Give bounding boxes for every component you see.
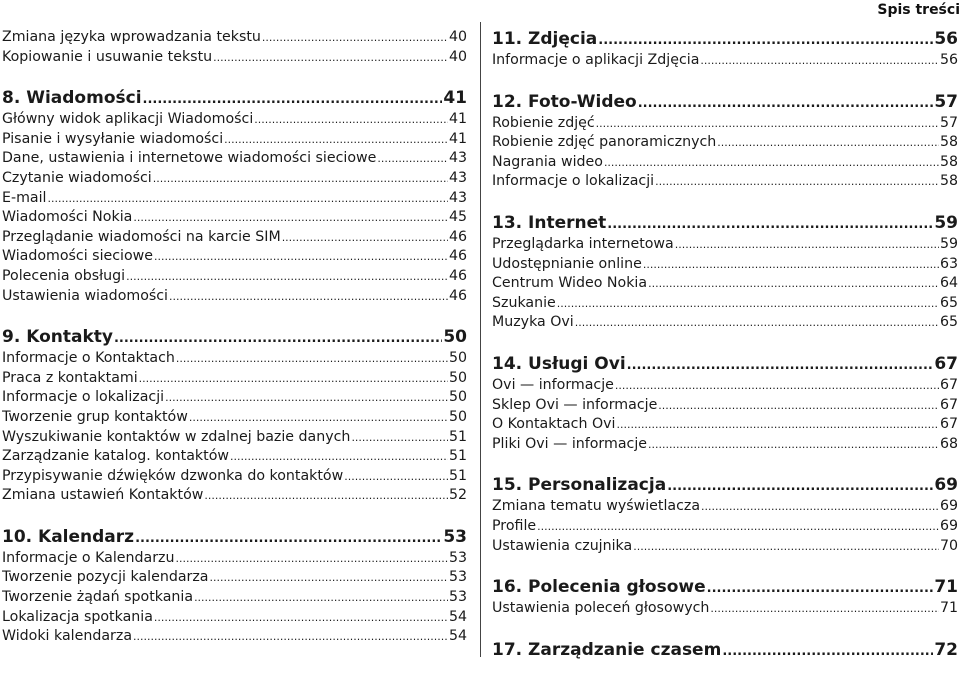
page-number: 50 — [448, 369, 467, 386]
entry-label: Informacje o lokalizacji — [492, 173, 655, 190]
dot-leader — [658, 396, 939, 416]
page-number: 51 — [448, 448, 467, 465]
dot-leader — [176, 549, 448, 569]
dot-leader — [377, 149, 448, 169]
toc-chapter-heading[interactable] — [492, 474, 958, 497]
page-number: 69 — [939, 517, 958, 534]
entry-label: Robienie zdjęć panoramicznych — [492, 134, 717, 151]
entry-label: Kopiowanie i usuwanie tekstu — [2, 48, 213, 65]
toc-chapter-heading[interactable] — [2, 526, 467, 549]
chapter-title: 15. Personalizacja — [492, 475, 667, 496]
entry-label: Szukanie — [492, 294, 556, 311]
toc-entry[interactable] — [492, 235, 958, 255]
entry-label: Wyszukiwanie kontaktów w zdalnej bazie danych — [2, 428, 351, 445]
page-number: 56 — [934, 29, 958, 49]
dot-leader — [169, 287, 448, 307]
chapter-section — [2, 326, 467, 506]
toc-chapter-heading[interactable] — [2, 87, 467, 110]
page-number: 65 — [939, 294, 958, 311]
page-number: 50 — [448, 350, 467, 367]
dot-leader — [667, 475, 933, 497]
toc-entry[interactable] — [2, 110, 467, 130]
dot-leader — [604, 153, 939, 173]
toc-entry[interactable] — [2, 549, 467, 569]
toc-entry[interactable] — [492, 396, 958, 416]
dot-leader — [254, 110, 448, 130]
page-number: 69 — [939, 498, 958, 515]
entry-label: Lokalizacja spotkania — [2, 608, 153, 625]
dot-leader — [282, 228, 448, 248]
toc-entry[interactable] — [2, 208, 467, 228]
entry-label: Tworzenie żądań spotkania — [2, 589, 194, 606]
page-number: 46 — [448, 248, 467, 265]
dot-leader — [204, 486, 448, 506]
chapter-section — [2, 526, 467, 647]
page-number: 67 — [939, 376, 958, 393]
dot-leader — [717, 133, 939, 153]
page-number: 53 — [448, 549, 467, 566]
toc-chapter-heading[interactable] — [492, 28, 958, 51]
chapter-section — [492, 353, 958, 454]
page-number: 43 — [448, 189, 467, 206]
page-number: 41 — [448, 111, 467, 128]
page-number: 71 — [934, 577, 958, 598]
page-number: 54 — [448, 628, 467, 645]
page-number: 45 — [448, 209, 467, 226]
dot-leader — [596, 114, 939, 134]
toc-entry[interactable] — [492, 114, 958, 134]
entry-label: Widoki kalendarza — [2, 628, 133, 645]
chapter-section — [492, 639, 958, 662]
entry-label: Pisanie i wysyłanie wiadomości — [2, 130, 224, 147]
toc-entry[interactable] — [492, 537, 958, 557]
continued-section — [2, 28, 467, 67]
entry-label: Ustawienia wiadomości — [2, 287, 169, 304]
page-number: 58 — [939, 153, 958, 170]
page-number: 43 — [448, 169, 467, 186]
page-number: 67 — [939, 416, 958, 433]
page-number: 53 — [448, 569, 467, 586]
entry-label: Ustawienia poleceń głosowych — [492, 600, 710, 617]
dot-leader — [176, 349, 448, 369]
entry-label: Centrum Wideo Nokia — [492, 275, 648, 292]
entry-label: Tworzenie pozycji kalendarza — [2, 569, 209, 586]
page-number: 51 — [448, 428, 467, 445]
entry-label: Muzyka Ovi — [492, 314, 574, 331]
chapter-title: 16. Polecenia głosowe — [492, 577, 706, 598]
toc-entry[interactable] — [492, 274, 958, 294]
toc-entry[interactable] — [492, 517, 958, 537]
toc-chapter-heading[interactable] — [492, 212, 958, 235]
page-number: 69 — [934, 475, 958, 496]
dot-leader — [133, 627, 448, 647]
dot-leader — [133, 208, 448, 228]
chapter-title: 9. Kontakty — [2, 327, 113, 348]
toc-entry[interactable] — [2, 130, 467, 150]
dot-leader — [615, 376, 939, 396]
entry-label: Wiadomości sieciowe — [2, 248, 153, 265]
toc-entry[interactable] — [492, 415, 958, 435]
toc-chapter-heading[interactable] — [492, 576, 958, 599]
page-number: 72 — [934, 639, 958, 660]
dot-leader — [262, 28, 448, 48]
dot-leader — [154, 247, 448, 267]
dot-leader — [722, 640, 933, 662]
page-number: 71 — [939, 600, 958, 617]
entry-label: Informacje o Kontaktach — [2, 350, 175, 367]
dot-leader — [47, 189, 447, 209]
page-number: 53 — [448, 589, 467, 606]
page-header-title: Spis treści — [877, 2, 960, 18]
chapter-section — [492, 212, 958, 333]
toc-entry[interactable] — [492, 435, 958, 455]
entry-label: Przeglądarka internetowa — [492, 235, 674, 252]
dot-leader — [638, 92, 934, 114]
dot-leader — [143, 88, 443, 110]
page-number: 59 — [934, 212, 958, 233]
dot-leader — [675, 235, 939, 255]
toc-chapter-heading[interactable] — [2, 326, 467, 349]
dot-leader — [139, 369, 448, 389]
toc-entry[interactable] — [492, 255, 958, 275]
entry-label: E-mail — [2, 189, 47, 206]
entry-label: Ustawienia czujnika — [492, 537, 633, 554]
dot-leader — [616, 415, 938, 435]
dot-leader — [165, 388, 448, 408]
chapter-title: 17. Zarządzanie czasem — [492, 639, 722, 660]
dot-leader — [230, 447, 448, 467]
page-number: 63 — [939, 255, 958, 272]
toc-entry[interactable] — [492, 133, 958, 153]
toc-entry[interactable] — [492, 153, 958, 173]
dot-leader — [707, 577, 934, 599]
toc-entry[interactable] — [492, 376, 958, 396]
toc-entry[interactable] — [2, 149, 467, 169]
entry-label: Czytanie wiadomości — [2, 169, 152, 186]
toc-right-column — [492, 28, 958, 682]
toc-entry[interactable] — [492, 294, 958, 314]
entry-label: Praca z kontaktami — [2, 369, 138, 386]
page-number: 46 — [448, 228, 467, 245]
toc-entry[interactable] — [2, 28, 467, 48]
page-number: 59 — [939, 235, 958, 252]
page-number: 65 — [939, 314, 958, 331]
dot-leader — [643, 255, 939, 275]
dot-leader — [655, 172, 939, 192]
page-number: 68 — [939, 435, 958, 452]
toc-entry[interactable] — [2, 48, 467, 68]
page-number: 67 — [934, 353, 958, 374]
page-number: 54 — [448, 608, 467, 625]
entry-label: Zmiana tematu wyświetlacza — [492, 498, 701, 515]
toc-left-column — [2, 28, 467, 667]
dot-leader — [154, 608, 448, 628]
dot-leader — [607, 213, 933, 235]
dot-leader — [114, 327, 442, 349]
page-number: 46 — [448, 287, 467, 304]
toc-chapter-heading[interactable] — [492, 91, 958, 114]
entry-label: Informacje o Kalendarzu — [2, 549, 175, 566]
toc-entry[interactable] — [2, 369, 467, 389]
entry-label: Dane, ustawienia i internetowe wiadomości sieciowe — [2, 150, 377, 167]
dot-leader — [701, 497, 939, 517]
toc-entry[interactable] — [492, 599, 958, 619]
toc-entry[interactable] — [2, 588, 467, 608]
dot-leader — [627, 354, 934, 376]
dot-leader — [648, 274, 939, 294]
page-number: 52 — [448, 487, 467, 504]
toc-entry[interactable] — [2, 169, 467, 189]
column-divider — [480, 22, 481, 657]
entry-label: Główny widok aplikacji Wiadomości — [2, 111, 254, 128]
entry-label: Zmiana języka wprowadzania tekstu — [2, 29, 261, 45]
page-number: 40 — [448, 29, 467, 45]
entry-label: Ovi — informacje — [492, 376, 614, 393]
toc-entry[interactable] — [2, 627, 467, 647]
entry-label: Sklep Ovi — informacje — [492, 396, 658, 413]
toc-entry[interactable] — [492, 51, 958, 71]
entry-label: Zmiana ustawień Kontaktów — [2, 487, 204, 504]
toc-entry[interactable] — [2, 267, 467, 287]
toc-entry[interactable] — [2, 428, 467, 448]
toc-entry[interactable] — [2, 447, 467, 467]
page-number: 46 — [448, 267, 467, 284]
dot-leader — [213, 48, 448, 68]
toc-entry[interactable] — [2, 408, 467, 428]
page-number: 58 — [939, 134, 958, 151]
page-number: 70 — [939, 537, 958, 554]
entry-label: Profile — [492, 517, 537, 534]
page-number: 50 — [448, 408, 467, 425]
page-number: 67 — [939, 396, 958, 413]
toc-entry[interactable] — [2, 568, 467, 588]
dot-leader — [537, 517, 939, 537]
toc-entry[interactable] — [492, 172, 958, 192]
entry-label: O Kontaktach Ovi — [492, 416, 616, 433]
toc-chapter-heading[interactable] — [492, 353, 958, 376]
dot-leader — [575, 313, 939, 333]
toc-entry[interactable] — [2, 287, 467, 307]
entry-label: Pliki Ovi — informacje — [492, 435, 647, 452]
chapter-title: 14. Usługi Ovi — [492, 353, 626, 374]
chapter-section — [492, 28, 958, 71]
dot-leader — [648, 435, 939, 455]
entry-label: Udostępnianie online — [492, 255, 642, 272]
page-number: 41 — [448, 130, 467, 147]
dot-leader — [633, 537, 939, 557]
chapter-title: 8. Wiadomości — [2, 88, 142, 109]
chapter-title: 13. Internet — [492, 212, 607, 233]
toc-entry[interactable] — [492, 497, 958, 517]
toc-entry[interactable] — [2, 486, 467, 506]
entry-label: Polecenia obsługi — [2, 267, 126, 284]
dot-leader — [557, 294, 939, 314]
dot-leader — [189, 408, 448, 428]
dot-leader — [351, 428, 448, 448]
toc-entry[interactable] — [2, 189, 467, 209]
entry-label: Wiadomości Nokia — [2, 209, 133, 226]
dot-leader — [210, 568, 448, 588]
page-number: 50 — [443, 327, 467, 348]
entry-label: Nagrania wideo — [492, 153, 603, 170]
page-number: 40 — [448, 48, 467, 65]
dot-leader — [135, 527, 442, 549]
page-number: 43 — [448, 150, 467, 167]
toc-entry[interactable] — [2, 247, 467, 267]
dot-leader — [598, 29, 933, 51]
chapter-section — [492, 576, 958, 619]
toc-entry[interactable] — [2, 608, 467, 628]
entry-label: Informacje o lokalizacji — [2, 389, 165, 406]
entry-label: Informacje o aplikacji Zdjęcia — [492, 52, 700, 68]
chapter-section — [492, 91, 958, 192]
page-number: 56 — [939, 52, 958, 68]
dot-leader — [194, 588, 448, 608]
entry-label: Zarządzanie katalog. kontaktów — [2, 448, 229, 465]
toc-entry[interactable] — [2, 388, 467, 408]
page-number: 50 — [448, 389, 467, 406]
chapter-title: 10. Kalendarz — [2, 526, 135, 547]
chapter-title: 11. Zdjęcia — [492, 29, 598, 49]
page-number: 51 — [448, 467, 467, 484]
chapter-section — [2, 87, 467, 306]
page-number: 58 — [939, 173, 958, 190]
dot-leader — [710, 599, 939, 619]
page-number: 57 — [934, 91, 958, 112]
dot-leader — [126, 267, 448, 287]
dot-leader — [224, 130, 448, 150]
dot-leader — [153, 169, 448, 189]
dot-leader — [700, 51, 939, 71]
toc-entry[interactable] — [2, 349, 467, 369]
entry-label: Przypisywanie dźwięków dzwonka do kontaktów — [2, 467, 344, 484]
page-number: 64 — [939, 275, 958, 292]
dot-leader — [344, 467, 448, 487]
entry-label: Przeglądanie wiadomości na karcie SIM — [2, 228, 281, 245]
toc-chapter-heading[interactable] — [492, 639, 958, 662]
toc-entry[interactable] — [492, 313, 958, 333]
entry-label: Robienie zdjęć — [492, 114, 595, 131]
toc-entry[interactable] — [2, 467, 467, 487]
toc-entry[interactable] — [2, 228, 467, 248]
chapter-section — [492, 474, 958, 556]
page-number: 41 — [443, 88, 467, 109]
chapter-title: 12. Foto-Wideo — [492, 91, 637, 112]
page-number: 53 — [443, 526, 467, 547]
page-number: 57 — [939, 114, 958, 131]
entry-label: Tworzenie grup kontaktów — [2, 408, 188, 425]
